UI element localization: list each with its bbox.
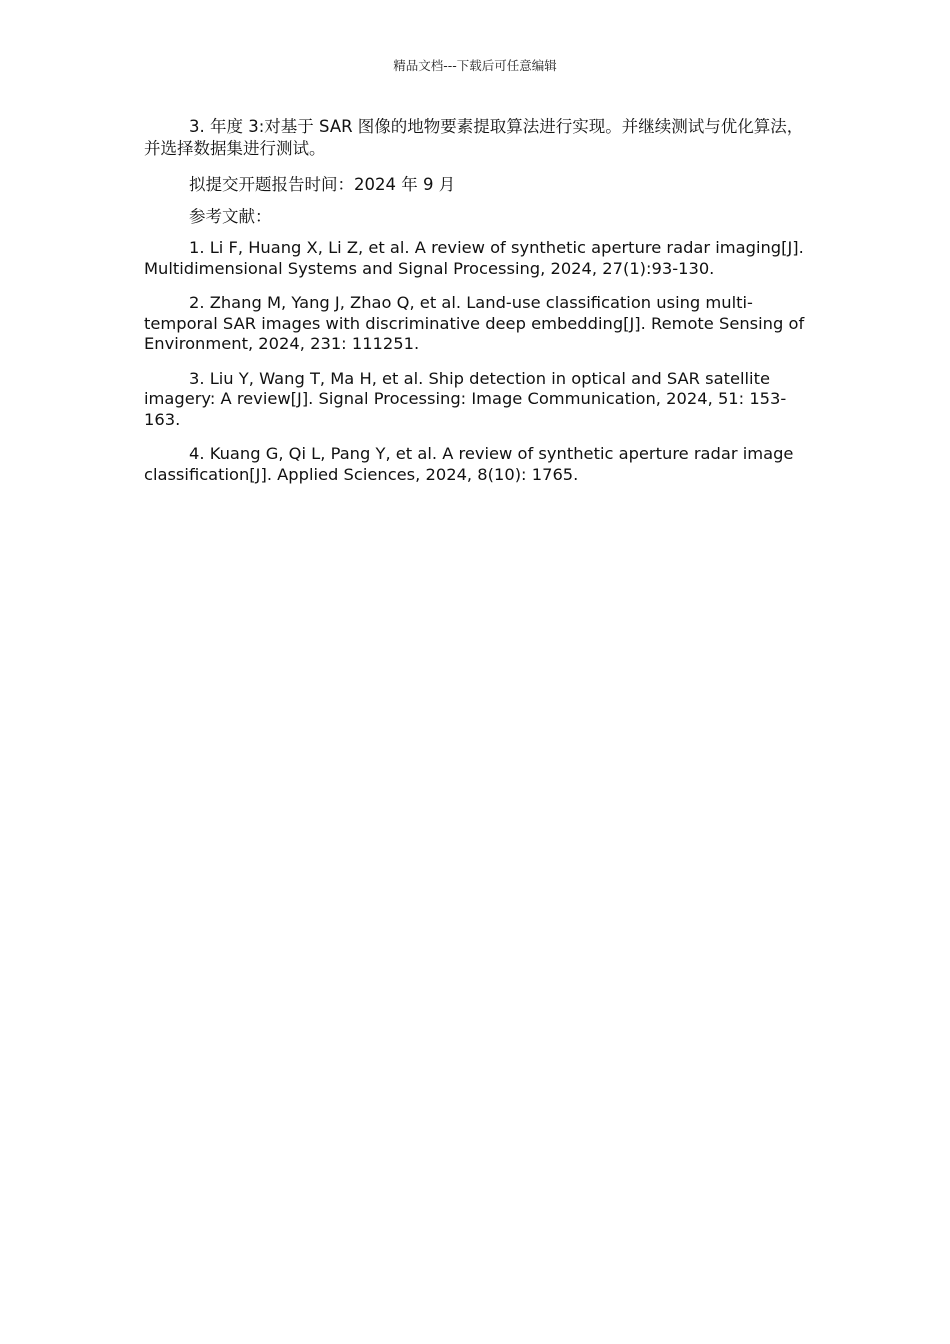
reference-item: 3. Liu Y, Wang T, Ma H, et al. Ship detection in optical and SAR satellite imagery: A review[J]. Signal Processing: Image Communication, 2024, 51: 153-163. <box>144 368 787 429</box>
report-time-paragraph: 拟提交开题报告时间：2024 年 9 月 <box>189 175 456 194</box>
document-body <box>144 116 809 499</box>
reference-item: 2. Zhang M, Yang J, Zhao Q, et al. Land-use classification using multi-temporal SAR images with discriminative deep embedding[J]. Remote Sensing of Environment, 2024, 231: 111251. <box>144 293 805 353</box>
page-header: 精品文档---下载后可任意编辑 <box>393 58 557 73</box>
reference-list <box>144 238 809 485</box>
reference-item: 4. Kuang G, Qi L, Pang Y, et al. A review of synthetic aperture radar image classification[J]. Applied Sciences, 2024, 8(10): 1765. <box>144 444 794 484</box>
references-heading: 参考文献： <box>189 207 272 226</box>
year3-paragraph: 3. 年度 3:对基于 SAR 图像的地物要素提取算法进行实现。并继续测试与优化算法，并选择数据集进行测试。 <box>144 117 804 158</box>
reference-item: 1. Li F, Huang X, Li Z, et al. A review of synthetic aperture radar imaging[J]. Multidimensional Systems and Signal Processing, 2024, 27(1):93-130. <box>144 238 804 278</box>
